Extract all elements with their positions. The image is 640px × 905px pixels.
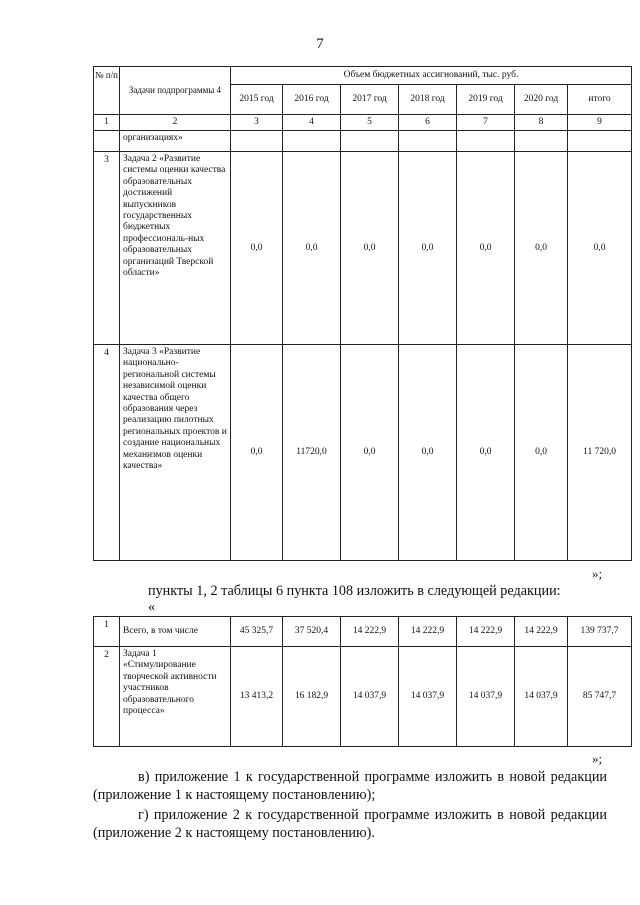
row-number: 4 — [94, 345, 120, 561]
task-description: Задача 3 «Развитие национально-региональной системы независимой оценки качества общего образования через реализацию пилотных региональных проектов и создание национальных механизмов оценки качества» — [120, 345, 231, 561]
value-cell: 14 037,9 — [341, 647, 399, 747]
value-cell: 0,0 — [568, 152, 632, 345]
table-row — [94, 152, 632, 345]
header-total: итого — [568, 85, 632, 115]
amendment-intro: пункты 1, 2 таблицы 6 пункта 108 изложить в следующей редакции: — [148, 583, 561, 599]
header-year: 2015 год — [231, 85, 283, 115]
value-cell: 139 737,7 — [568, 617, 632, 647]
table-row — [94, 647, 632, 747]
task-description: Задача 2 «Развитие системы оценки качества образовательных достижений выпускников государственных бюджетных профессиональ-ных образовательных организаций Тверской области» — [120, 152, 231, 345]
col-number: 1 — [94, 115, 120, 131]
budget-table-6 — [93, 616, 632, 747]
value-cell: 37 520,4 — [283, 617, 341, 647]
col-number: 7 — [457, 115, 515, 131]
value-cell: 14 037,9 — [457, 647, 515, 747]
col-number: 4 — [283, 115, 341, 131]
value-cell: 0,0 — [231, 345, 283, 561]
value-cell: 0,0 — [341, 152, 399, 345]
header-budget: Объем бюджетных ассигнований, тыс. руб. — [231, 67, 632, 85]
value-cell: 11 720,0 — [568, 345, 632, 561]
opening-quote: « — [148, 599, 156, 615]
value-cell: 0,0 — [399, 152, 457, 345]
value-cell: 14 037,9 — [399, 647, 457, 747]
value-cell: 14 037,9 — [515, 647, 568, 747]
row-number: 3 — [94, 152, 120, 345]
value-cell: 13 413,2 — [231, 647, 283, 747]
task-description: Задача 1 «Стимулирование творческой активности участников образовательного процесса» — [120, 647, 231, 747]
header-year: 2020 год — [515, 85, 568, 115]
closing-quote: »; — [592, 751, 603, 766]
closing-quote: »; — [592, 566, 603, 581]
table-row — [94, 617, 632, 647]
header-year: 2017 год — [341, 85, 399, 115]
header-num: № п/п — [94, 67, 120, 115]
row-number: 2 — [94, 647, 120, 747]
value-cell: 85 747,7 — [568, 647, 632, 747]
paragraph-g: г) приложение 2 к государственной программе изложить в новой редакции (приложение 2 к настоящему постановлению). — [93, 807, 607, 841]
value-cell: 0,0 — [231, 152, 283, 345]
value-cell: 0,0 — [457, 152, 515, 345]
page-number: 7 — [316, 36, 324, 52]
value-cell: 14 222,9 — [515, 617, 568, 647]
value-cell: 14 222,9 — [341, 617, 399, 647]
col-number: 6 — [399, 115, 457, 131]
col-number: 9 — [568, 115, 632, 131]
header-year: 2019 год — [457, 85, 515, 115]
value-cell: 0,0 — [515, 345, 568, 561]
paragraph-v: в) приложение 1 к государственной программе изложить в новой редакции (приложение 1 к настоящему постановлению); — [93, 769, 607, 803]
value-cell: 11720,0 — [283, 345, 341, 561]
value-cell: 0,0 — [341, 345, 399, 561]
value-cell: 14 222,9 — [457, 617, 515, 647]
col-number: 3 — [231, 115, 283, 131]
value-cell: 14 222,9 — [399, 617, 457, 647]
row-number: 1 — [94, 617, 120, 647]
task-description: Всего, в том числе — [120, 617, 231, 647]
value-cell: 0,0 — [457, 345, 515, 561]
header-year: 2016 год — [283, 85, 341, 115]
col-number: 2 — [120, 115, 231, 131]
value-cell: 16 182,9 — [283, 647, 341, 747]
value-cell: 0,0 — [515, 152, 568, 345]
budget-table-subprogram-4 — [93, 66, 632, 561]
col-number: 8 — [515, 115, 568, 131]
value-cell: 0,0 — [399, 345, 457, 561]
header-year: 2018 год — [399, 85, 457, 115]
col-number: 5 — [341, 115, 399, 131]
value-cell: 45 325,7 — [231, 617, 283, 647]
header-task: Задачи подпрограммы 4 — [120, 67, 231, 115]
value-cell: 0,0 — [283, 152, 341, 345]
table-row — [94, 345, 632, 561]
continuation-text: организациях» — [120, 131, 231, 152]
